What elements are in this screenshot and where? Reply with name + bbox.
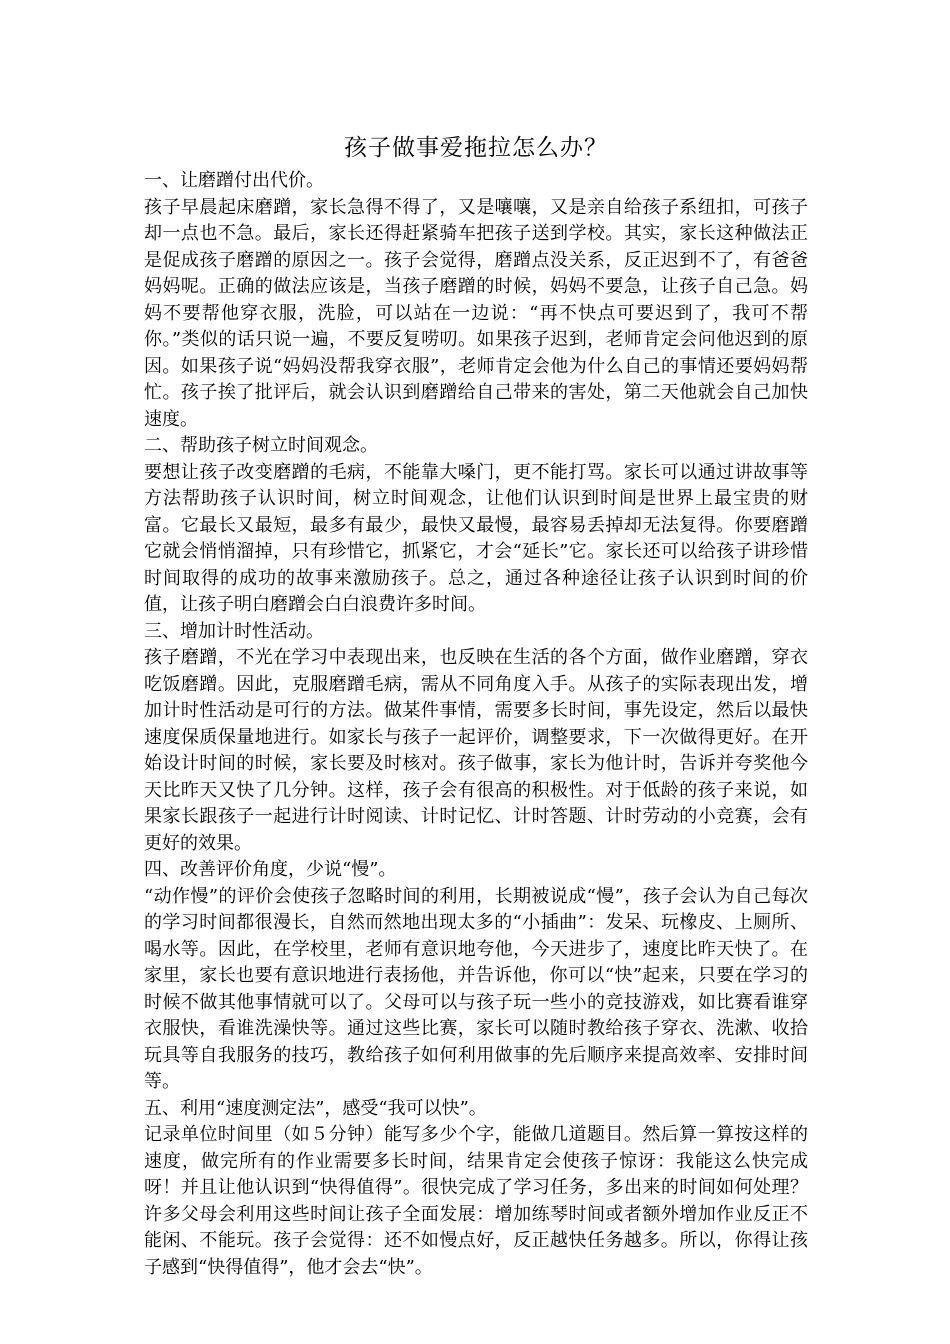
section-body: 孩子早晨起床磨蹭，家长急得不得了，又是嚷嚷，又是亲自给孩子系纽扣，可孩子却一点也不急。最后，家长还得赶紧骑车把孩子送到学校。其实，家长这种做法正是促成孩子磨蹭的原因之一。孩子会觉得，磨蹭点没关系，反正迟到不了，有爸爸妈妈呢。正确的做法应该是，当孩子磨蹭的时候，妈妈不要急，让孩子自己急。妈妈不要帮他穿衣服，洗脸，可以站在一边说：“再不快点可要迟到了，我可不帮你。”类似的话只说一遍，不要反复唠叨。如果孩子迟到，老师肯定会问他迟到的原因。如果孩子说“妈妈没帮我穿衣服”，老师肯定会他为什么自己的事情还要妈妈帮忙。孩子挨了批评后，就会认识到磨蹭给自己带来的害处，第二天他就会自己加快速度。 — [144, 196, 808, 430]
section-4 — [144, 857, 808, 1096]
section-body: “动作慢”的评价会使孩子忽略时间的利用，长期被说成“慢”，孩子会认为自己每次的学习时间都很漫长，自然而然地出现太多的“小插曲”：发呆、玩橡皮、上厕所、喝水等。因此，在学校里，老师有意识地夸他，今天进步了，速度比昨天快了。在家里，家长也要有意识地进行表扬他，并告诉他，你可以“快”起来，只要在学习的时候不做其他事情就可以了。父母可以与孩子玩一些小的竞技游戏，如比赛看谁穿衣服快，看谁洗澡快等。通过这些比赛，家长可以随时教给孩子穿衣、洗漱、收拾玩具等自我服务的技巧，教给孩子如何利用做事的先后顺序来提高效率、安排时间等。 — [144, 885, 808, 1092]
section-5 — [144, 1096, 808, 1282]
section-heading: 二、帮助孩子树立时间观念。 — [144, 435, 378, 456]
section-body: 孩子磨蹭，不光在学习中表现出来，也反映在生活的各个方面，做作业磨蹭，穿衣吃饭磨蹭。因此，克服磨蹭毛病，需从不同角度入手。从孩子的实际表现出发，增加计时性活动是可行的方法。做某件事情，需要多长时间，事先设定，然后以最快速度保质保量地进行。如家长与孩子一起评价，调整要求，下一次做得更好。在开始设计时间的时候，家长要及时核对。孩子做事，家长为他计时，告诉并夸奖他今天比昨天又快了几分钟。这样，孩子会有很高的积极性。对于低龄的孩子来说，如果家长跟孩子一起进行计时阅读、计时记忆、计时答题、计时劳动的小竞赛，会有更好的效果。 — [144, 647, 808, 854]
section-heading: 三、增加计时性活动。 — [144, 620, 324, 642]
section-body: 记录单位时间里（如５分钟）能写多少个字，能做几道题目。然后算一算按这样的速度，做完所有的作业需要多长时间，结果肯定会使孩子惊讶：我能这么快完成呀！并且让他认识到“快得值得”。很快完成了学习任务，多出来的时间如何处理？许多父母会利用这些时间让孩子全面发展：增加练琴时间或者额外增加作业反正不能闲、不能玩。孩子会觉得：还不如慢点好，反正越快任务越多。所以，你得让孩子感到“快得值得”，他才会去“快”。 — [144, 1124, 808, 1278]
section-1 — [144, 168, 808, 433]
section-heading: 五、利用“速度测定法”，感受“我可以快”。 — [144, 1097, 487, 1119]
document-title: 孩子做事爱拖拉怎么办？ — [344, 135, 608, 161]
section-heading: 一、让磨蹭付出代价。 — [144, 170, 324, 191]
section-3 — [144, 619, 808, 858]
section-2 — [144, 433, 808, 619]
section-body: 要想让孩子改变磨蹭的毛病，不能靠大嗓门，更不能打骂。家长可以通过讲故事等方法帮助孩子认识时间，树立时间观念，让他们认识到时间是世界上最宝贵的财富。它最长又最短，最多有最少，最快又最慢，最容易丢掉却无法复得。你要磨蹭它就会悄悄溜掉，只有珍惜它，抓紧它，才会“延长”它。家长还可以给孩子讲珍惜时间取得的成功的故事来激励孩子。总之，通过各种途径让孩子认识到时间的价值，让孩子明白磨蹭会白白浪费许多时间。 — [144, 461, 808, 615]
document-page — [144, 128, 808, 1281]
section-heading: 四、改善评价角度，少说“慢”。 — [144, 859, 397, 880]
